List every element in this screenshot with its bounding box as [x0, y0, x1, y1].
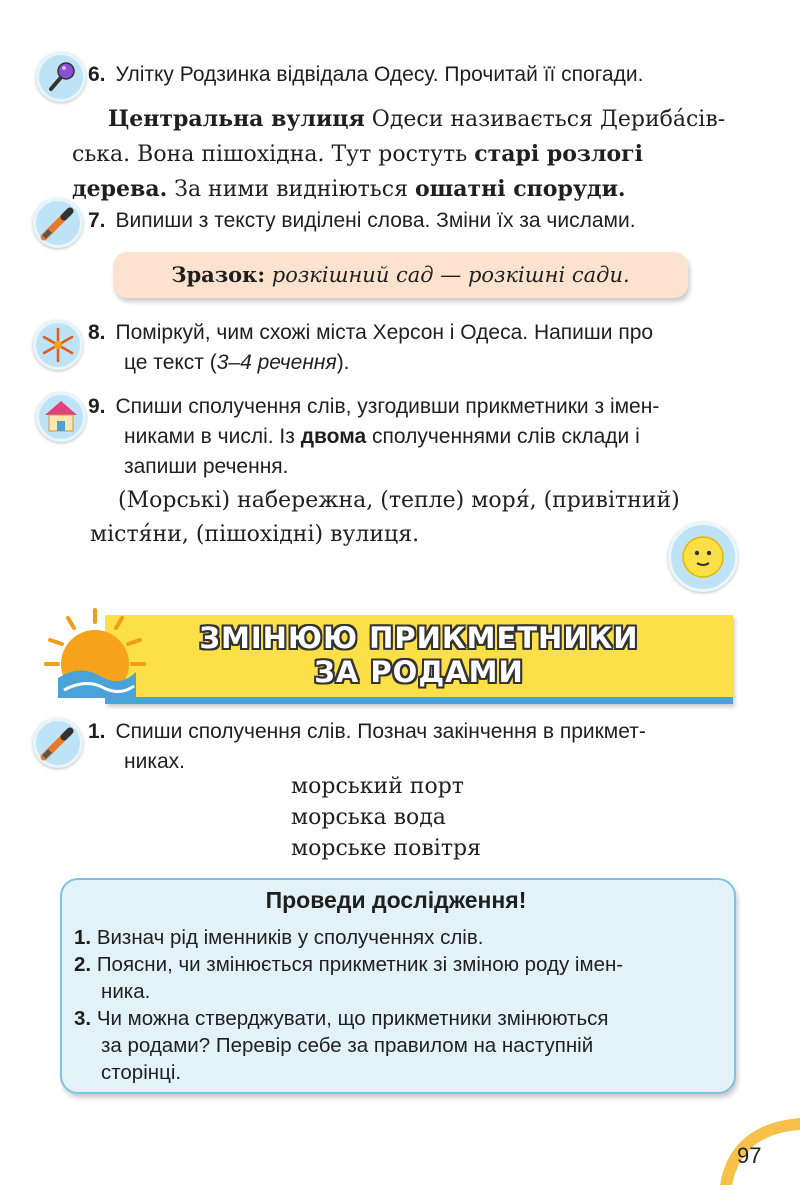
- phrases-line-2: містя́ни, (пішохідні) вулиця.: [90, 522, 420, 547]
- snowflake-icon: [33, 320, 83, 370]
- passage-line-1: Центральна вулиця Одеси називається Дериба́сів-: [108, 106, 726, 132]
- task-9: [88, 392, 738, 482]
- research-title: Проведи дослідження!: [265, 887, 527, 913]
- phrases-line-1: (Морські) набережна, (тепле) моря́, (привітний): [118, 488, 680, 513]
- research-item-1: 1. Визнач рід іменників у сполученнях слів.: [74, 926, 484, 949]
- section-title-line-2: ЗА РОДАМИ: [314, 655, 524, 689]
- task-9-line-2: никами в числі. Із двома сполученнями слів склади і: [124, 425, 640, 448]
- pen-icon: [33, 718, 83, 768]
- odesa-passage: [72, 102, 738, 207]
- task-text: Улітку Родзинка відвідала Одесу. Прочитай її спогади.: [115, 63, 644, 86]
- task-1-line-2: никах.: [124, 750, 185, 773]
- task-1-line-1: 1. Спиши сполучення слів. Познач закінчення в прикмет-: [88, 720, 646, 743]
- phrase-2: морська вода: [291, 805, 446, 830]
- task-9-phrases: [90, 484, 680, 552]
- task-9-line-3: запиши речення.: [124, 455, 289, 478]
- passage-line-3: дерева. За ними видніються ошатні споруди.: [72, 176, 626, 202]
- task-8: [88, 318, 738, 378]
- microphone-icon: [36, 52, 86, 102]
- smiley-icon: [668, 522, 738, 592]
- task-8-line-1: 8. Поміркуй, чим схожі міста Херсон і Одеса. Напиши про: [88, 321, 654, 344]
- phrase-3: морське повітря: [291, 836, 481, 861]
- passage-line-2: ська. Вона пішохідна. Тут ростуть старі розлогі: [72, 141, 643, 167]
- sample-label: Зразок:: [171, 262, 266, 287]
- sample-box: [113, 252, 688, 298]
- task-text: Випиши з тексту виділені слова. Зміни їх за числами.: [115, 209, 636, 232]
- page-number: 97: [737, 1143, 762, 1168]
- task-1: [88, 717, 738, 777]
- pen-icon: [33, 198, 83, 248]
- task-8-line-2: це текст (3–4 речення).: [124, 351, 350, 374]
- task-number: 6.: [88, 63, 106, 86]
- task-6: [88, 60, 643, 90]
- house-icon: [36, 392, 86, 442]
- sample-text: розкішний сад — розкішні сади.: [265, 263, 630, 287]
- task-number: 7.: [88, 209, 106, 232]
- section-title: [105, 621, 733, 689]
- phrase-1: морський порт: [291, 774, 464, 799]
- task-7: [88, 206, 636, 236]
- task-9-line-1: 9. Спиши сполучення слів, узгодивши прикметники з імен-: [88, 395, 660, 418]
- research-item-2: 2. Поясни, чи змінюється прикметник зі зміною роду імен- ника.: [74, 953, 624, 1003]
- section-title-line-1: ЗМІНЮЮ ПРИКМЕТНИКИ: [199, 621, 639, 655]
- research-item-3: 3. Чи можна стверджувати, що прикметники змінюються за родами? Перевір себе за правилом на наступній сторінці.: [74, 1007, 609, 1084]
